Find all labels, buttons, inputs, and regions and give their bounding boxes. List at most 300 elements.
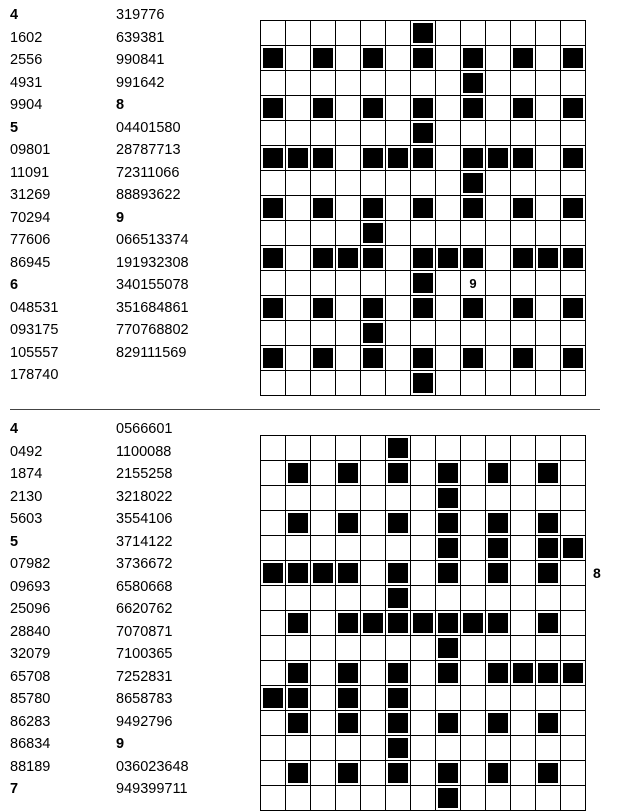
grid-cell[interactable]	[561, 71, 586, 96]
grid-cell[interactable]	[486, 46, 511, 71]
grid-cell[interactable]	[361, 561, 386, 586]
grid-cell[interactable]	[536, 736, 561, 761]
grid-cell[interactable]	[461, 221, 486, 246]
grid-cell[interactable]	[361, 736, 386, 761]
grid-cell[interactable]	[361, 371, 386, 396]
grid-cell[interactable]	[336, 21, 361, 46]
grid-cell[interactable]	[336, 96, 361, 121]
grid-cell[interactable]	[336, 486, 361, 511]
grid-cell[interactable]	[261, 321, 286, 346]
grid-cell[interactable]	[361, 171, 386, 196]
grid-cell[interactable]	[411, 586, 436, 611]
grid-cell[interactable]	[361, 71, 386, 96]
grid-cell[interactable]	[511, 371, 536, 396]
grid-cell[interactable]	[411, 661, 436, 686]
grid-cell[interactable]	[561, 711, 586, 736]
grid-cell[interactable]	[286, 46, 311, 71]
grid-cell[interactable]	[286, 21, 311, 46]
grid-cell[interactable]	[311, 371, 336, 396]
grid-cell[interactable]	[386, 271, 411, 296]
grid-cell[interactable]	[286, 71, 311, 96]
grid-cell[interactable]	[411, 711, 436, 736]
grid-cell[interactable]	[286, 736, 311, 761]
grid-cell[interactable]	[286, 171, 311, 196]
grid-black-cell	[536, 661, 561, 686]
grid-cell[interactable]	[561, 21, 586, 46]
word-entry: 09801	[10, 142, 51, 158]
grid-cell[interactable]	[511, 121, 536, 146]
grid-cell[interactable]	[336, 346, 361, 371]
grid-cell[interactable]	[536, 146, 561, 171]
grid-cell[interactable]	[536, 486, 561, 511]
grid-cell[interactable]	[536, 221, 561, 246]
grid-cell[interactable]	[486, 636, 511, 661]
grid-cell[interactable]	[561, 761, 586, 786]
grid-cell[interactable]	[536, 636, 561, 661]
grid-cell[interactable]	[561, 221, 586, 246]
grid-cell[interactable]	[361, 636, 386, 661]
word-entry: 88893622	[116, 187, 181, 203]
grid-cell[interactable]	[511, 71, 536, 96]
grid-cell[interactable]	[261, 611, 286, 636]
grid-cell[interactable]	[261, 511, 286, 536]
grid-cell[interactable]	[311, 786, 336, 811]
grid-cell[interactable]	[336, 586, 361, 611]
grid-black-cell	[311, 146, 336, 171]
grid-cell[interactable]	[486, 196, 511, 221]
grid-cell[interactable]	[511, 561, 536, 586]
grid-cell[interactable]	[561, 586, 586, 611]
word-entry: 4931	[10, 74, 43, 91]
grid-black-cell	[436, 486, 461, 511]
grid-cell[interactable]	[461, 636, 486, 661]
grid-number-cell[interactable]: 9	[461, 271, 486, 296]
grid-cell[interactable]	[386, 786, 411, 811]
grid-cell[interactable]	[461, 561, 486, 586]
grid-cell[interactable]	[486, 346, 511, 371]
grid-cell[interactable]	[436, 146, 461, 171]
grid-cell[interactable]	[311, 221, 336, 246]
grid-cell[interactable]	[561, 786, 586, 811]
grid-cell[interactable]	[561, 436, 586, 461]
grid-cell[interactable]	[336, 296, 361, 321]
grid-cell[interactable]	[361, 711, 386, 736]
grid-cell[interactable]	[461, 21, 486, 46]
grid-cell[interactable]	[311, 736, 336, 761]
grid-cell[interactable]	[261, 71, 286, 96]
grid-cell[interactable]	[486, 586, 511, 611]
grid-cell[interactable]	[286, 296, 311, 321]
grid-cell[interactable]	[411, 786, 436, 811]
word-entry: 5603	[10, 511, 43, 527]
grid-black-cell	[386, 586, 411, 611]
grid-cell[interactable]	[311, 511, 336, 536]
grid-cell[interactable]	[311, 171, 336, 196]
grid-cell[interactable]	[286, 636, 311, 661]
grid-cell[interactable]	[361, 436, 386, 461]
grid-cell[interactable]	[436, 436, 461, 461]
grid-cell[interactable]	[286, 196, 311, 221]
grid-cell[interactable]	[436, 586, 461, 611]
grid-cell[interactable]	[261, 761, 286, 786]
grid-cell[interactable]	[311, 686, 336, 711]
grid-black-cell	[286, 686, 311, 711]
grid-cell[interactable]	[561, 171, 586, 196]
grid-cell[interactable]	[261, 121, 286, 146]
grid-cell[interactable]	[361, 586, 386, 611]
grid-cell[interactable]	[311, 321, 336, 346]
grid-cell[interactable]	[286, 96, 311, 121]
grid-cell[interactable]	[286, 246, 311, 271]
grid-cell[interactable]	[536, 196, 561, 221]
word-entry: 86945	[10, 254, 51, 271]
grid-cell[interactable]	[536, 96, 561, 121]
grid-cell[interactable]	[561, 321, 586, 346]
grid-cell[interactable]	[386, 346, 411, 371]
grid-black-cell	[286, 711, 311, 736]
grid-cell[interactable]	[511, 321, 536, 346]
grid-cell[interactable]	[286, 321, 311, 346]
grid-cell[interactable]	[311, 536, 336, 561]
grid-cell[interactable]	[386, 296, 411, 321]
grid-cell[interactable]	[461, 461, 486, 486]
grid-cell[interactable]	[511, 461, 536, 486]
grid-cell[interactable]	[336, 71, 361, 96]
grid-cell[interactable]	[261, 711, 286, 736]
grid-cell[interactable]	[361, 511, 386, 536]
grid-cell[interactable]	[461, 371, 486, 396]
grid-cell[interactable]	[511, 511, 536, 536]
grid-cell[interactable]	[461, 686, 486, 711]
grid-cell[interactable]	[486, 321, 511, 346]
grid-cell[interactable]	[461, 436, 486, 461]
grid-cell[interactable]	[386, 371, 411, 396]
grid-cell[interactable]	[311, 486, 336, 511]
grid-cell[interactable]	[386, 246, 411, 271]
grid-cell[interactable]	[511, 536, 536, 561]
grid-cell[interactable]	[511, 271, 536, 296]
grid-cell[interactable]	[536, 786, 561, 811]
grid-black-cell	[311, 296, 336, 321]
grid-cell[interactable]	[361, 661, 386, 686]
grid-cell[interactable]	[436, 21, 461, 46]
grid-cell[interactable]	[511, 786, 536, 811]
grid-cell[interactable]	[436, 296, 461, 321]
grid-cell[interactable]	[336, 536, 361, 561]
grid-cell[interactable]	[411, 511, 436, 536]
grid-black-cell	[486, 511, 511, 536]
grid-cell[interactable]	[286, 536, 311, 561]
grid-cell[interactable]	[411, 636, 436, 661]
grid-cell[interactable]	[536, 21, 561, 46]
grid-cell[interactable]	[386, 21, 411, 46]
grid-cell[interactable]	[436, 196, 461, 221]
grid-cell[interactable]	[561, 271, 586, 296]
grid-cell[interactable]	[436, 96, 461, 121]
word-entry: 32079	[10, 646, 51, 662]
grid-cell[interactable]	[461, 786, 486, 811]
grid-cell[interactable]	[561, 736, 586, 761]
grid-cell[interactable]	[336, 736, 361, 761]
grid-cell[interactable]	[411, 561, 436, 586]
grid-cell[interactable]	[311, 121, 336, 146]
grid-cell[interactable]	[536, 121, 561, 146]
grid-black-cell	[261, 46, 286, 71]
grid-cell[interactable]	[511, 171, 536, 196]
grid-cell[interactable]	[511, 736, 536, 761]
grid-cell[interactable]	[386, 121, 411, 146]
grid-cell[interactable]	[486, 296, 511, 321]
grid-black-cell	[461, 171, 486, 196]
grid-cell[interactable]	[336, 121, 361, 146]
grid-black-cell	[486, 661, 511, 686]
grid-cell[interactable]	[311, 636, 336, 661]
grid-cell[interactable]	[511, 486, 536, 511]
grid-cell[interactable]	[386, 321, 411, 346]
grid-black-cell	[536, 611, 561, 636]
grid-cell[interactable]	[511, 586, 536, 611]
grid-cell[interactable]	[486, 736, 511, 761]
grid-cell[interactable]	[361, 761, 386, 786]
grid-cell[interactable]	[511, 221, 536, 246]
grid-cell[interactable]	[536, 436, 561, 461]
grid-cell[interactable]	[261, 271, 286, 296]
grid-cell[interactable]	[561, 461, 586, 486]
grid-cell[interactable]	[261, 586, 286, 611]
grid-cell[interactable]	[536, 586, 561, 611]
grid-cell[interactable]	[486, 246, 511, 271]
grid-cell[interactable]	[286, 121, 311, 146]
grid-cell[interactable]	[486, 371, 511, 396]
grid-cell[interactable]	[511, 711, 536, 736]
grid-cell[interactable]	[386, 71, 411, 96]
grid-cell[interactable]	[461, 321, 486, 346]
grid-cell[interactable]	[311, 711, 336, 736]
grid-cell[interactable]	[336, 436, 361, 461]
grid-cell[interactable]	[286, 271, 311, 296]
grid-cell[interactable]	[511, 611, 536, 636]
grid-cell[interactable]	[486, 436, 511, 461]
grid-cell[interactable]	[336, 786, 361, 811]
grid-cell[interactable]	[336, 171, 361, 196]
grid-cell[interactable]	[536, 371, 561, 396]
grid-cell[interactable]	[486, 121, 511, 146]
grid-black-cell	[561, 246, 586, 271]
grid-cell[interactable]	[436, 346, 461, 371]
grid-black-cell	[336, 461, 361, 486]
grid-cell[interactable]	[536, 171, 561, 196]
grid-cell[interactable]	[361, 21, 386, 46]
grid-cell[interactable]	[286, 346, 311, 371]
grid-cell[interactable]	[436, 171, 461, 196]
grid-cell[interactable]	[386, 486, 411, 511]
grid-cell[interactable]	[411, 536, 436, 561]
grid-cell[interactable]	[436, 736, 461, 761]
grid-cell[interactable]	[486, 96, 511, 121]
grid-cell[interactable]	[286, 221, 311, 246]
grid-cell[interactable]	[261, 536, 286, 561]
grid-cell[interactable]	[361, 486, 386, 511]
length-heading: 6	[10, 277, 19, 293]
grid-cell[interactable]	[261, 461, 286, 486]
grid-cell[interactable]	[436, 271, 461, 296]
puzzle2-word-list-left	[10, 418, 50, 801]
grid-cell[interactable]	[536, 686, 561, 711]
grid-cell[interactable]	[261, 371, 286, 396]
grid-cell[interactable]	[261, 171, 286, 196]
grid-cell[interactable]	[536, 296, 561, 321]
grid-cell[interactable]	[361, 786, 386, 811]
grid-cell[interactable]	[261, 221, 286, 246]
grid-cell[interactable]	[336, 271, 361, 296]
grid-black-cell	[261, 96, 286, 121]
grid-cell[interactable]	[411, 221, 436, 246]
grid-cell[interactable]	[386, 221, 411, 246]
grid-cell[interactable]	[486, 271, 511, 296]
grid-cell[interactable]	[361, 536, 386, 561]
grid-black-cell	[261, 561, 286, 586]
grid-cell[interactable]	[261, 736, 286, 761]
grid-cell[interactable]	[536, 46, 561, 71]
grid-cell[interactable]	[561, 371, 586, 396]
grid-cell[interactable]	[561, 636, 586, 661]
grid-cell[interactable]	[486, 21, 511, 46]
grid-cell[interactable]	[486, 171, 511, 196]
grid-cell[interactable]	[536, 271, 561, 296]
grid-cell[interactable]	[561, 686, 586, 711]
grid-cell[interactable]	[336, 46, 361, 71]
grid-cell[interactable]	[386, 536, 411, 561]
grid-cell[interactable]	[311, 611, 336, 636]
grid-cell[interactable]	[461, 736, 486, 761]
grid-cell[interactable]	[411, 321, 436, 346]
grid-cell[interactable]	[436, 221, 461, 246]
grid-black-cell	[411, 46, 436, 71]
word-entry: 066513374	[116, 232, 189, 248]
grid-cell[interactable]	[411, 71, 436, 96]
grid-cell[interactable]	[336, 146, 361, 171]
grid-cell[interactable]	[461, 661, 486, 686]
grid-cell[interactable]	[561, 486, 586, 511]
grid-cell[interactable]	[486, 71, 511, 96]
grid-black-cell	[411, 271, 436, 296]
grid-cell[interactable]	[436, 71, 461, 96]
grid-cell[interactable]	[486, 486, 511, 511]
grid-cell[interactable]	[311, 436, 336, 461]
grid-cell[interactable]	[411, 761, 436, 786]
grid-cell[interactable]	[336, 636, 361, 661]
grid-black-cell	[411, 21, 436, 46]
grid-cell[interactable]	[536, 71, 561, 96]
word-entry: 0492	[10, 443, 43, 460]
grid-cell[interactable]	[361, 461, 386, 486]
grid-cell[interactable]	[461, 121, 486, 146]
grid-cell[interactable]	[486, 221, 511, 246]
grid-cell[interactable]	[536, 346, 561, 371]
grid-cell[interactable]	[561, 611, 586, 636]
grid-cell[interactable]	[486, 786, 511, 811]
grid-cell[interactable]	[461, 486, 486, 511]
grid-cell[interactable]	[386, 96, 411, 121]
grid-cell[interactable]	[261, 436, 286, 461]
grid-cell[interactable]	[336, 321, 361, 346]
grid-cell[interactable]	[511, 21, 536, 46]
grid-cell[interactable]	[311, 661, 336, 686]
grid-cell[interactable]	[411, 686, 436, 711]
grid-cell[interactable]	[311, 461, 336, 486]
grid-cell[interactable]	[311, 586, 336, 611]
length-heading: 9	[116, 736, 125, 752]
grid-cell[interactable]	[336, 221, 361, 246]
grid-cell[interactable]	[361, 121, 386, 146]
grid-cell[interactable]	[386, 196, 411, 221]
grid-cell[interactable]	[286, 371, 311, 396]
word-entry: 8658783	[116, 691, 173, 707]
grid-cell[interactable]	[536, 321, 561, 346]
grid-cell[interactable]	[411, 461, 436, 486]
grid-cell[interactable]	[261, 21, 286, 46]
grid-cell[interactable]	[436, 371, 461, 396]
grid-cell[interactable]	[286, 436, 311, 461]
grid-black-cell	[511, 296, 536, 321]
grid-cell[interactable]	[361, 686, 386, 711]
grid-cell[interactable]	[336, 196, 361, 221]
grid-cell[interactable]	[386, 171, 411, 196]
grid-cell[interactable]	[436, 46, 461, 71]
grid-cell[interactable]	[361, 271, 386, 296]
grid-cell[interactable]	[411, 486, 436, 511]
word-entry: 3714122	[116, 533, 173, 550]
grid-cell[interactable]	[286, 486, 311, 511]
grid-cell[interactable]	[336, 371, 361, 396]
grid-cell[interactable]	[511, 761, 536, 786]
grid-cell[interactable]	[461, 711, 486, 736]
length-heading: 8	[116, 97, 125, 113]
grid-cell[interactable]	[286, 786, 311, 811]
grid-cell[interactable]	[411, 736, 436, 761]
grid-cell[interactable]	[436, 321, 461, 346]
word-entry: 04401580	[116, 119, 181, 136]
grid-cell[interactable]	[561, 561, 586, 586]
grid-cell[interactable]	[511, 436, 536, 461]
grid-cell[interactable]	[461, 536, 486, 561]
grid-cell[interactable]	[261, 661, 286, 686]
grid-cell[interactable]	[436, 686, 461, 711]
grid-cell[interactable]	[511, 636, 536, 661]
grid-cell[interactable]	[261, 786, 286, 811]
grid-cell[interactable]	[511, 686, 536, 711]
grid-cell[interactable]	[461, 761, 486, 786]
grid-cell[interactable]	[286, 586, 311, 611]
grid-cell[interactable]	[386, 636, 411, 661]
grid-cell[interactable]	[311, 761, 336, 786]
grid-cell[interactable]	[436, 121, 461, 146]
grid-cell[interactable]	[311, 21, 336, 46]
grid-cell[interactable]	[561, 511, 586, 536]
grid-cell[interactable]	[461, 586, 486, 611]
grid-cell[interactable]	[311, 271, 336, 296]
grid-cell[interactable]	[261, 636, 286, 661]
grid-cell[interactable]	[461, 511, 486, 536]
grid-cell[interactable]	[311, 71, 336, 96]
grid-cell[interactable]	[561, 121, 586, 146]
grid-cell[interactable]	[411, 436, 436, 461]
grid-cell[interactable]	[411, 171, 436, 196]
grid-cell[interactable]	[386, 46, 411, 71]
grid-cell[interactable]	[261, 486, 286, 511]
grid-cell[interactable]	[486, 686, 511, 711]
grid-black-cell	[386, 561, 411, 586]
